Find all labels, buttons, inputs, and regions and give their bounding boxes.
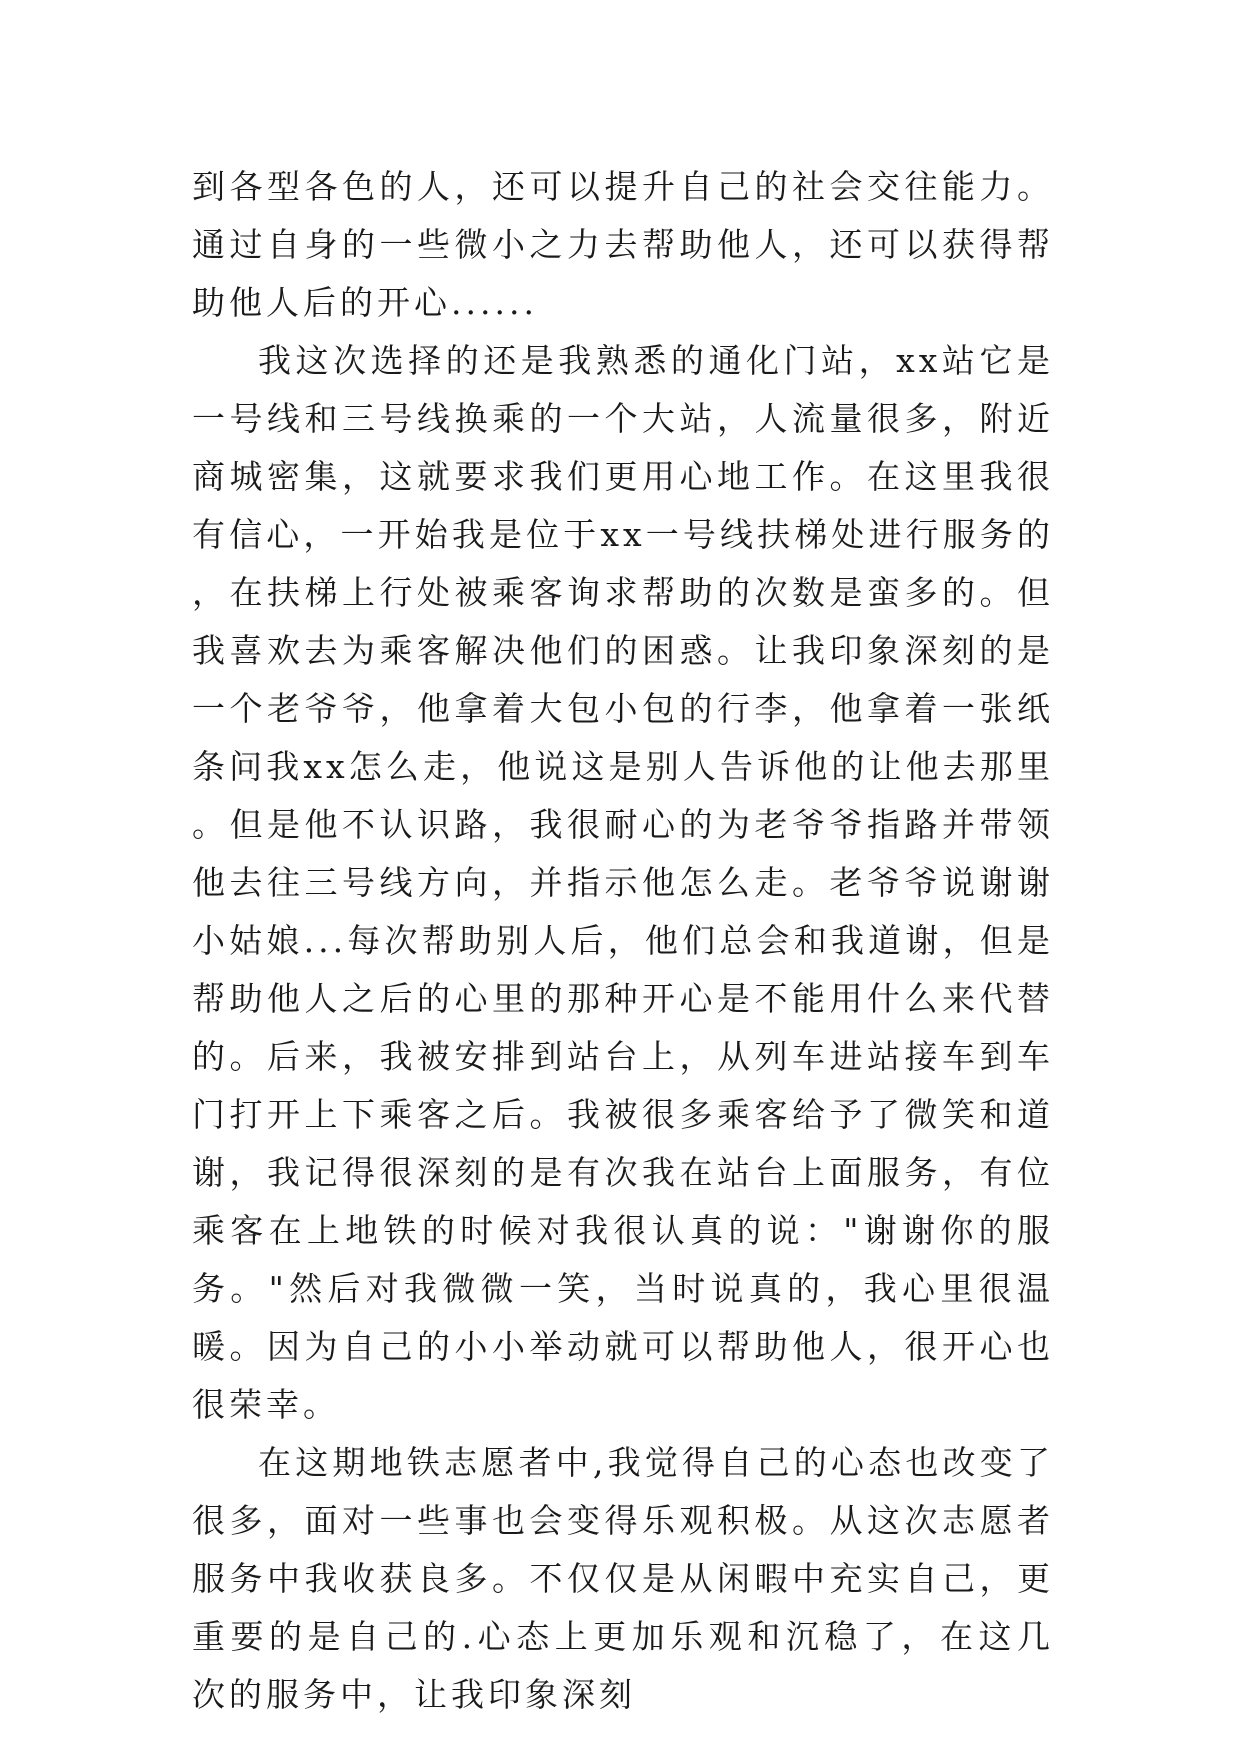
paragraph-3: 在这期地铁志愿者中,我觉得自己的心态也改变了很多，面对一些事也会变得乐观积极。从这次志愿者服务中我收获良多。不仅仅是从闲暇中充实自己，更重要的是自己的.心态上更加乐观和沉稳了，在这几次的服务中，让我印象深刻 <box>192 1443 1054 1714</box>
body-text <box>192 158 1054 1724</box>
paragraph-1: 到各型各色的人，还可以提升自己的社会交往能力。通过自身的一些微小之力去帮助他人，还可以获得帮助他人后的开心...... <box>192 167 1054 322</box>
paragraph-2: 我这次选择的还是我熟悉的通化门站，xx站它是一号线和三号线换乘的一个大站，人流量很多，附近商城密集，这就要求我们更用心地工作。在这里我很有信心，一开始我是位于xx一号线扶梯处进行服务的，在扶梯上行处被乘客询求帮助的次数是蛮多的。但我喜欢去为乘客解决他们的困惑。让我印象深刻的是一个老爷爷，他拿着大包小包的行李，他拿着一张纸条问我xx怎么走，他说这是别人告诉他的让他去那里。但是他不认识路，我很耐心的为老爷爷指路并带领他去往三号线方向，并指示他怎么走。老爷爷说谢谢小姑娘...每次帮助别人后，他们总会和我道谢，但是帮助他人之后的心里的那种开心是不能用什么来代替的。后来，我被安排到站台上，从列车进站接车到车门打开上下乘客之后。我被很多乘客给予了微笑和道谢，我记得很深刻的是有次我在站台上面服务，有位乘客在上地铁的时候对我很认真的说："谢谢你的服务。"然后对我微微一笑，当时说真的，我心里很温暖。因为自己的小小举动就可以帮助他人，很开心也很荣幸。 <box>192 341 1054 1424</box>
